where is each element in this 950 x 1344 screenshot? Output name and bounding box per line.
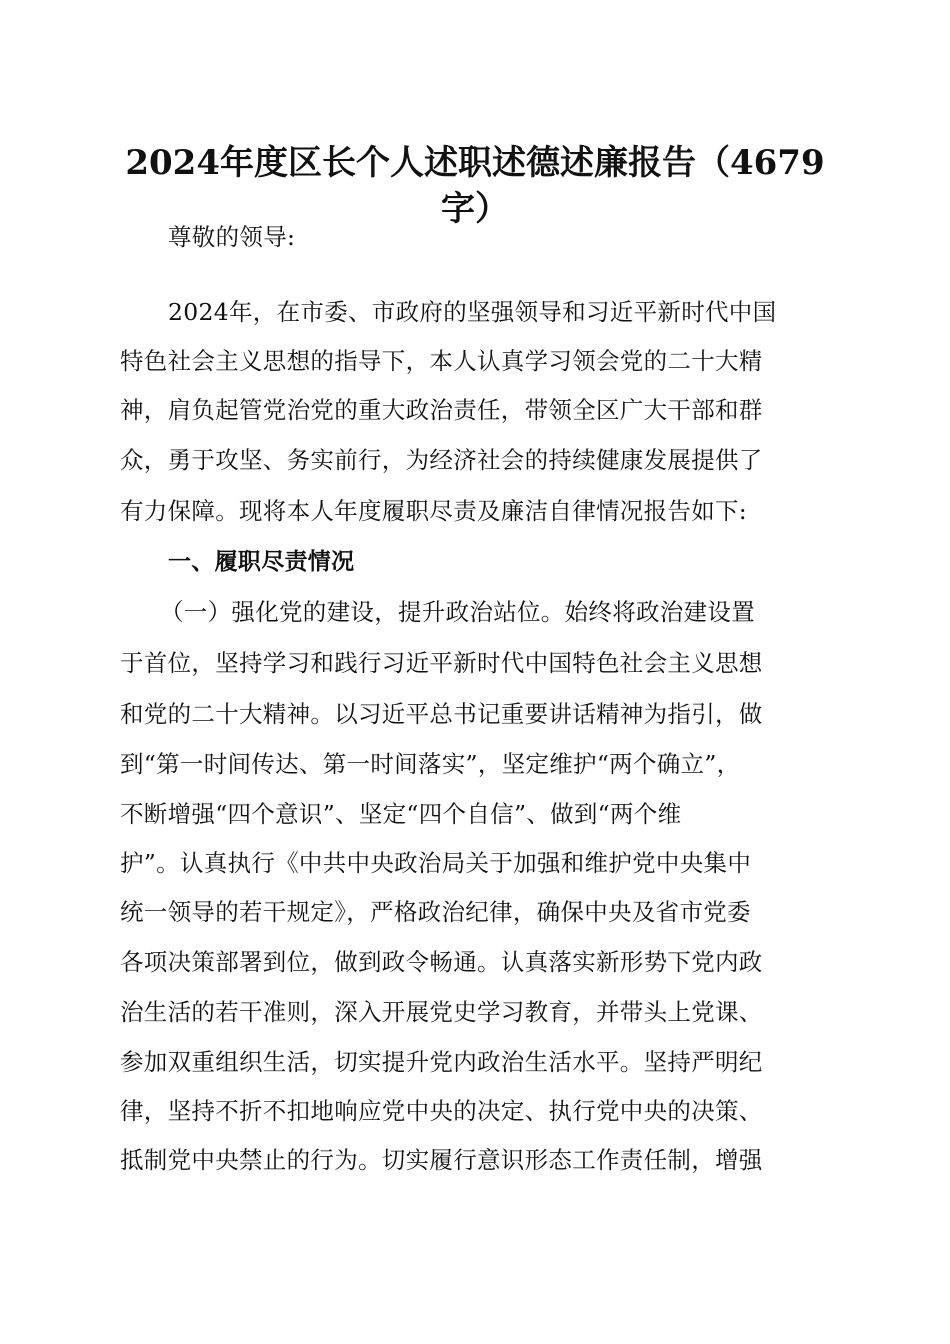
section-1-line-8: 各项决策部署到位，做到政令畅通。认真落实新形势下党内政 [120,948,763,976]
intro-line-1: 2024年，在市委、市政府的坚强领导和习近平新时代中国 [168,298,777,326]
section-1-line-10: 参加双重组织生活，切实提升党内政治生活水平。坚持严明纪 [120,1048,763,1076]
document-title-line-1: 2024年度区长个人述职述德述廉报告（4679 [125,143,825,183]
salutation: 尊敬的领导: [168,223,296,251]
intro-line-5: 有力保障。现将本人年度履职尽责及廉洁自律情况报告如下: [120,497,748,525]
section-1-line-3: 和党的二十大精神。以习近平总书记重要讲话精神为指引，做 [120,700,763,728]
document-title-line-2: 字） [441,189,509,229]
section-1-heading: 一、履职尽责情况 [168,549,355,575]
intro-line-4: 众，勇于攻坚、务实前行，为经济社会的持续健康发展提供了 [120,446,763,474]
section-1-line-2: 于首位，坚持学习和践行习近平新时代中国特色社会主义思想 [120,649,763,677]
section-1-line-1: （一）强化党的建设，提升政治站位。始终将政治建设置 [160,598,755,626]
section-1-line-12: 抵制党中央禁止的行为。切实履行意识形态工作责任制，增强 [120,1146,763,1174]
intro-line-3: 神，肩负起管党治党的重大政治责任，带领全区广大干部和群 [120,396,763,424]
section-1-line-9: 治生活的若干准则，深入开展党史学习教育，并带头上党课、 [120,998,763,1026]
intro-line-2: 特色社会主义思想的指导下，本人认真学习领会党的二十大精 [120,347,763,375]
section-1-line-5: 不断增强“四个意识”、坚定“四个自信”、做到“两个维 [120,800,682,828]
section-1-line-11: 律，坚持不折不扣地响应党中央的决定、执行党中央的决策、 [120,1097,763,1125]
section-1-line-7: 统一领导的若干规定》，严格政治纪律，确保中央及省市党委 [120,898,751,926]
section-1-line-6: 护”。认真执行《中共中央政治局关于加强和维护党中央集中 [120,849,752,877]
section-1-line-4: 到“第一时间传达、第一时间落实”，坚定维护“两个确立”， [120,750,741,778]
